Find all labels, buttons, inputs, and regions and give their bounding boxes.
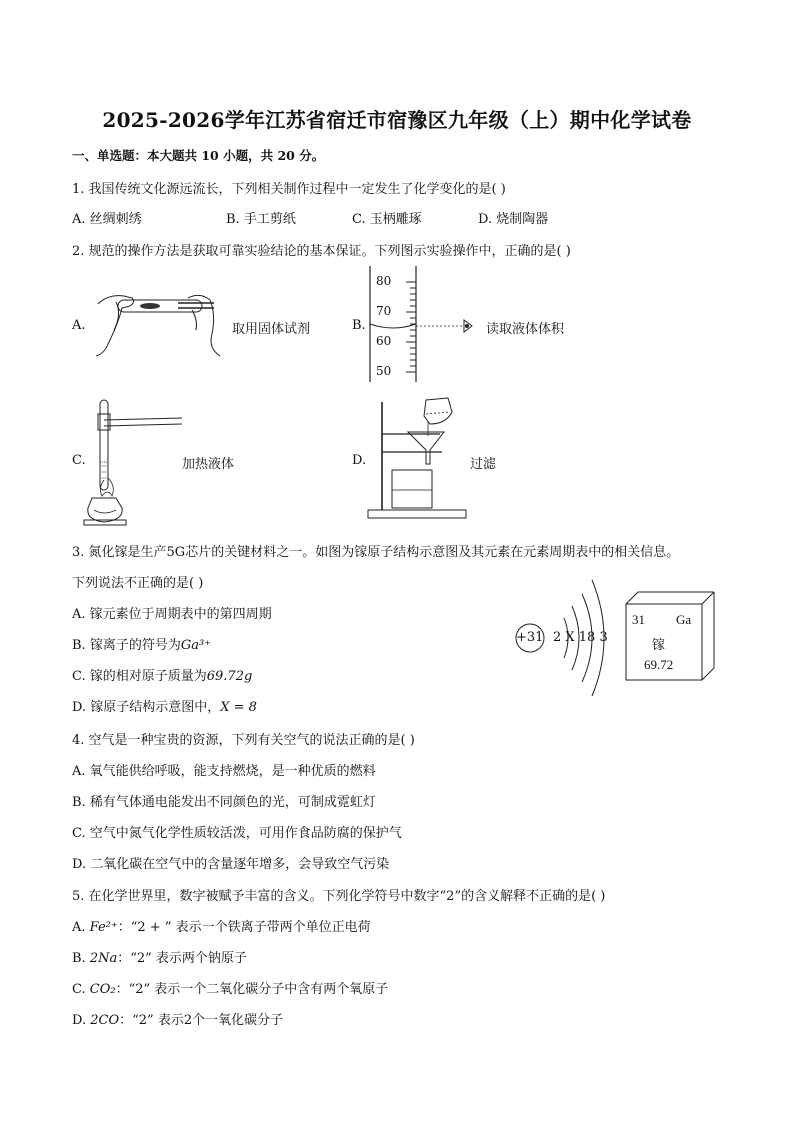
- question-1-option-c: C. 玉柄雕琢: [352, 212, 422, 227]
- question-1-option-a: A. 丝绸刺绣: [72, 212, 142, 227]
- question-1-option-d: D. 烧制陶器: [478, 212, 549, 227]
- cylinder-tick-50: 50: [376, 364, 392, 378]
- question-5-stem: 5. 在化学世界里，数字被赋予丰富的含义。下列化学符号中数字“2”的含义解释不正确的是( ): [72, 889, 606, 904]
- question-3-stem-line-1: 3. 氮化镓是生产5G芯片的关键材料之一。如图为镓原子结构示意图及其元素在元素周期表中的相关信息。: [72, 545, 680, 560]
- question-2-option-b-letter: B.: [352, 318, 366, 333]
- element-symbol: Ga: [676, 612, 692, 627]
- question-1-option-b: B. 手工剪纸: [226, 212, 296, 227]
- question-3-option-c-text: C. 镓的相对原子质量为: [72, 669, 207, 684]
- heating-liquid-illustration: [86, 392, 186, 526]
- filtration-illustration: [368, 394, 468, 522]
- question-2-option-d-letter: D.: [352, 453, 367, 468]
- element-atomic-mass: 69.72: [644, 657, 674, 672]
- question-5-option-d-letter: D.: [72, 1013, 87, 1028]
- section-heading: 一、单选题：本大题共 10 小题，共 20 分。: [72, 148, 325, 163]
- question-5-option-d-text: ：“2” 表示2个一氧化碳分子: [119, 1013, 284, 1028]
- question-3-stem-line-2: 下列说法不正确的是( ): [72, 576, 204, 591]
- hands-test-tube-illustration: [88, 284, 228, 364]
- question-3-option-b-math: Ga³⁺: [180, 638, 212, 653]
- question-4-option-c: C. 空气中氮气化学性质较活泼，可用作食品防腐的保护气: [72, 826, 402, 841]
- question-2-stem: 2. 规范的操作方法是获取可靠实验结论的基本保证。下列图示实验操作中，正确的是( ): [72, 244, 571, 259]
- cylinder-tick-70: 70: [376, 304, 392, 318]
- question-2-option-b-caption: 读取液体体积: [486, 322, 565, 337]
- question-5-option-a-letter: A.: [72, 920, 86, 935]
- question-5-option-b: [72, 947, 247, 966]
- question-4-option-d: D. 二氧化碳在空气中的含量逐年增多，会导致空气污染: [72, 857, 390, 872]
- question-2-option-d-caption: 过滤: [470, 457, 497, 472]
- cylinder-tick-80: 80: [376, 274, 392, 288]
- page-title: 2025-2026学年江苏省宿迁市宿豫区九年级（上）期中化学试卷: [102, 108, 692, 132]
- question-2-option-c-caption: 加热液体: [182, 457, 235, 472]
- question-3-option-d-math: X = 8: [220, 700, 257, 715]
- question-3-option-d-text: D. 镓原子结构示意图中，: [72, 700, 221, 715]
- question-2-option-a-caption: 取用固体试剂: [232, 322, 311, 337]
- cylinder-tick-60: 60: [376, 334, 392, 348]
- question-3-option-d: [72, 696, 257, 715]
- question-1-stem: 1. 我国传统文化源远流长，下列相关制作过程中一定发生了化学变化的是( ): [72, 182, 506, 197]
- question-3-option-b: [72, 634, 211, 653]
- question-4-option-a: A. 氧气能供给呼吸，能支持燃烧，是一种优质的燃料: [72, 764, 376, 779]
- question-5-option-a-math: Fe²⁺: [89, 920, 118, 935]
- question-5-option-c-letter: C.: [72, 982, 86, 997]
- question-5-option-b-letter: B.: [72, 951, 86, 966]
- question-5-option-a: [72, 916, 371, 935]
- question-3-option-a: [72, 603, 272, 622]
- question-2-option-a-letter: A.: [72, 318, 86, 333]
- question-3-option-a-text: A. 镓元素位于周期表中的第四周期: [72, 607, 272, 622]
- question-5-option-d: [72, 1009, 283, 1028]
- atom-nucleus-charge: +31: [516, 630, 544, 645]
- question-5-option-a-text: ：“2 + ” 表示一个铁离子带两个单位正电荷: [117, 920, 371, 935]
- question-3-option-c: [72, 665, 252, 684]
- question-3-option-b-text: B. 镓离子的符号为: [72, 638, 181, 653]
- question-3-option-c-math: 69.72g: [206, 669, 253, 684]
- question-2-option-c-letter: C.: [72, 453, 86, 468]
- question-5-option-c-math: CO₂: [89, 982, 116, 997]
- question-4-stem: 4. 空气是一种宝贵的资源，下列有关空气的说法正确的是( ): [72, 733, 415, 748]
- atom-electron-shells: 2 X 18 3: [553, 630, 608, 645]
- question-5-option-c-text: ：“2” 表示一个二氧化碳分子中含有两个氧原子: [115, 982, 389, 997]
- element-atomic-number: 31: [632, 612, 645, 627]
- question-5-option-b-text: ：“2” 表示两个钠原子: [117, 951, 247, 966]
- question-5-option-b-math: 2Na: [89, 951, 118, 966]
- question-5-option-c: [72, 978, 388, 997]
- question-4-option-b: B. 稀有气体通电能发出不同颜色的光，可制成霓虹灯: [72, 795, 376, 810]
- element-name: 镓: [652, 637, 666, 652]
- question-5-option-d-math: 2CO: [90, 1013, 120, 1028]
